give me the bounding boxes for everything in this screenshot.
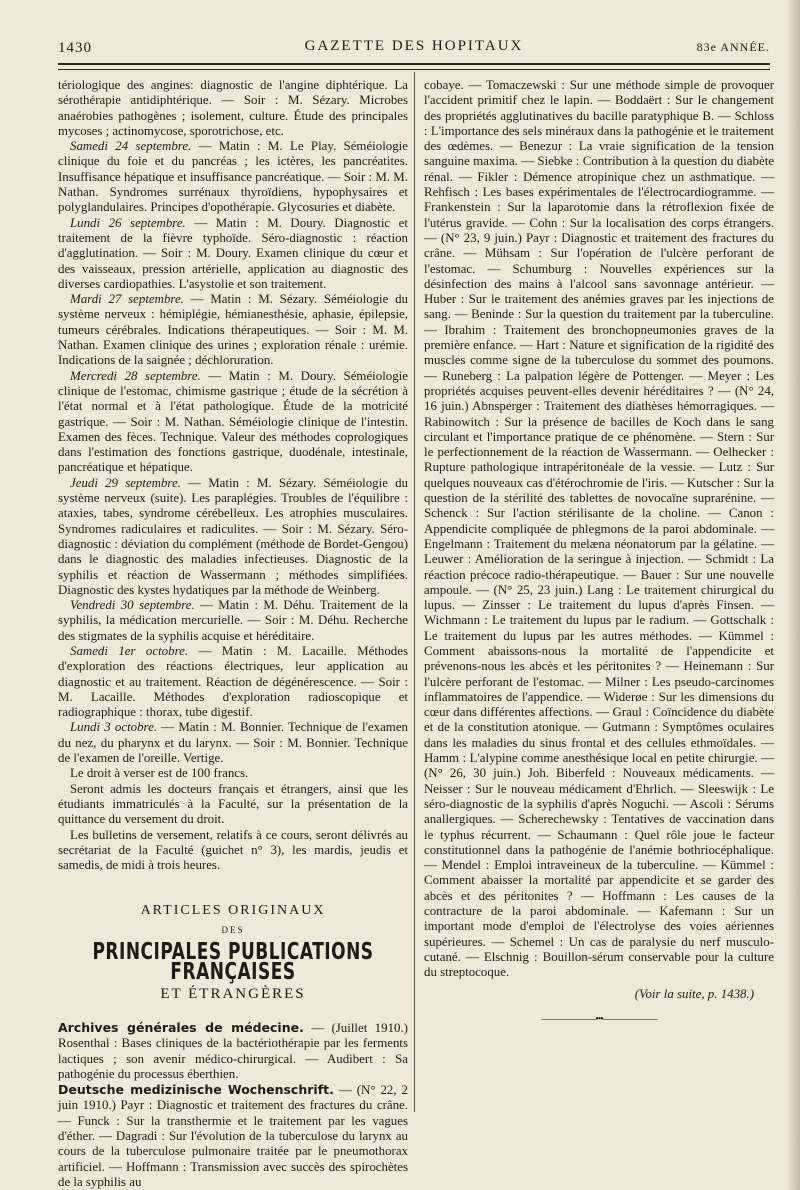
journal-entry-text: — (N° 22, 2 juin 1910.) Payr : Diagnostic et traitement des fractures du crâne. — Funck : Sur la transthermie et le traitement par les vagues d'éther. — Dagradi : Sur l'évolution de la tuberculose du larynx au cours de la tuberculose pulmonaire traitée par le pneumothorax artificiel. — Hoffmann : Transmission avec succès des spirochètes de la syphilis au [58, 1083, 408, 1189]
schedule-date: Lundi 3 octobre. [70, 720, 158, 735]
section-heading: ARTICLES ORIGINAUX [140, 903, 326, 919]
journal-entry [58, 1020, 408, 1082]
schedule-text: — Matin : M. Doury. Séméiologie clinique de l'estomac, chimisme gastrique ; étude de la sécrétion à l'état normal et à l'état pathologique. Étude de la motricité gastrique. — Soir : M. Nathan. Séméiologie clinique de l'intestin. Examen des fèces. Technique. Valeur des méthodes coprologiques dans l'estimation des fonctions gastrique, duodénale, intestinale, pancréatique et hépatique. [58, 368, 408, 475]
journal-entry-text: — (Juillet 1910.) Rosenthal : Bases cliniques de la bactériothérapie par les ferments lactiques ; son avenir médico-chirurgical. — Audibert : Sa pathogénie du processus éberthien. [58, 1020, 408, 1081]
journal-name: Deutsche medizinische Wochenschrift. [58, 1082, 334, 1098]
paragraph: Le droit à verser est de 100 francs. [70, 766, 249, 781]
schedule-entry [58, 720, 408, 766]
schedule-entry [58, 369, 408, 476]
end-ornament: ——————•••—————— [541, 1013, 657, 1025]
schedule-date: Vendredi 30 septembre. [70, 598, 195, 613]
schedule-date: Mercredi 28 septembre. [70, 368, 201, 383]
page-header [58, 38, 770, 60]
schedule-entry [58, 476, 408, 598]
schedule-entry [58, 292, 408, 368]
schedule-text: — Matin : M. Sézary. Séméiologie du système nerveux : hémiplégie, hémianesthésie, aphasie, épilepsie, tumeurs cérébrales. Indications thérapeutiques. — Soir : M. M. Nathan. Examen clinique des urines ; exploration rénale : urémie. Indications de la saignée ; déchloruration. [58, 292, 409, 368]
journal-name: Archives générales de médecine. [58, 1019, 304, 1035]
schedule-date: Mardi 27 septembre. [70, 292, 184, 307]
paragraph: tériologique des angines: diagnostic de l'angine diphtérique. La sérothérapie antidiphtérique. — Soir : M. Sézary. Microbes anaérobies pathogènes ; isolement, culture. Étude des principales mycoses ; actinomycose, sporotrichose, etc. [58, 78, 408, 138]
header-rule [58, 63, 770, 70]
schedule-text: — Matin : M. Sézary. Séméiologie du système nerveux (suite). Les paraplégies. Troubles de l'équilibre : ataxies, tabes, syndrome cérébelleux. Les atrophies musculaires. Syndromes radiculaires et radiculites. — Soir : M. Sézary. Séro-diagnostic : déviation du complément (méthode de Bordet-Gengou) dans le diagnostic des maladies infectieuses. Diagnostic de la syphilis et réaction de Wassermann ; méthodes simplifiées. Diagnostic des kystes hydatiques par la méthode de Weinberg. [58, 475, 408, 597]
column-divider [414, 72, 415, 1112]
schedule-text: — Matin : M. Le Play. Séméiologie clinique du foie et du pancréas ; les ictères, les pancréatites. Insuffisance hépatique et insuffisance pancréatique. — Soir : M. M. Nathan. Syndromes surrénaux thyroïdiens, hypophysaires et polyglandulaires. Principes d'opothérapie. Glycosuries et diabète. [58, 139, 408, 215]
schedule-entry [58, 644, 408, 720]
page-edge-shadow [786, 0, 800, 1190]
schedule-text: — Matin : M. Doury. Diagnostic et traitement de la fièvre typhoïde. Séro-diagnostic : réaction d'agglutination. — Soir : M. Doury. Examen clinique du cœur et des vaisseaux, pression artérielle, application au diagnostic des diverses cardiopathies. L'asystolie et son traitement. [58, 215, 408, 291]
journal-title: GAZETTE DES HOPITAUX [304, 38, 524, 54]
schedule-date: Samedi 1er octobre. [70, 643, 189, 658]
schedule-entry [58, 139, 408, 215]
schedule-date: Lundi 26 septembre. [70, 215, 186, 230]
schedule-date: Samedi 24 septembre. [70, 139, 192, 154]
section-title: PRINCIPALES PUBLICATIONS FRANÇAISES [92, 938, 374, 987]
journal-entry-continued: cobaye. — Tomaczewski : Sur une méthode simple de provoquer l'accident primitif chez le lapin. — Boddaërt : Sur le changement des propriétés agglutinatives du bacille paratyphique B. — Schloss : L'importance des sels minéraux dans la pathogénie et le traitement des œdèmes. — Benezur : La vraie signification de la tension sanguine maxima. — Siebke : Contribution à la question du diabète rénal. — Fikler : Démence atropinique chez un asthmatique. — Rehfisch : Les bases expérimentales de l'électrocardiogramme. — Frankenstein : Sur la laparotomie dans la rétroflexion fixée de l'utérus gravide. — Cohn : Sur la localisation des corps étrangers. — (N° 23, 9 juin.) Payr : Diagnostic et traitement des fractures du crâne. — Mühsam : Sur l'opération de l'ulcère perforant de l'estomac. — Schumburg : Nouvelles expériences sur la désinfection des mains à l'alcool sans savonnage antérieur. — Huber : Sur le traitement des anémies graves par les injections de sang. — Beninde : Sur la question du traitement par la tuberculine. — Ibrahim : Traitement des bronchopneumonies graves de la première enfance. — Hart : Nature et signification de la rigidité des muscles comme signe de la tuberculose du sommet des poumons. — Runeberg : La palpation légère de Pottenger. — Meyer : Les propriétés acquises peuvent-elles devenir héréditaires ? — (N° 24, 16 juin.) Abnsperger : Traitement des diathèses hémorragiques. — Rabinowitch : Sur la présence de bacilles de Koch dans le sang circulant et l'importance pratique de ce phénomène. — Stern : Sur le perfectionnement de la réaction de Wassermann. — Oelhecker : Rupture pathologique intrapéritonéale de la vessie. — Lutz : Sur quelques nouveaux cas d'étérochromie de l'iris. — Kutscher : Sur la question de la stérilité des tablettes de novocaïne suprarénine. — Schenck : Sur l'action stérilisante de la choline. — Canon : Appendicite compliquée de phlegmons de la paroi abdominale. — Engelmann : Traitement du melæna néonatorum par la gélatine. — Leuwer : Amélioration de la seringue à injection. — Schmidt : La réaction précoce radio-thérapeutique. — Bauer : Sur une nouvelle ampoule. — (N° 25, 23 juin.) Lang : Le traitement chirurgical du lupus. — Zinsser : Le traitement du lupus d'après Finsen. — Wichmann : Le traitement du lupus par le radium. — Gottschalk : Le traitement du lupus par les autres méthodes. — Kümmel : Comment abaissons-nous la mortalité de l'appendicite et prévenons-nous les abcès et les péritonites ? — Heinemann : Sur l'ulcère perforant de l'estomac. — Milner : Les pseudo-carcinomes inflammatoires de l'appendice. — Widerøe : Sur les dimensions du cœur dans différentes affections. — Graul : Coïncidence du diabète et de la constitution atonique. — Gutmann : Symptômes oculaires dans les maladies du sinus frontal et des cellules ethmoïdales. — Hamm : L'alypine comme anesthésique local en petite chirurgie. — (N° 26, 30 juin.) Joh. Biberfeld : Nouveaux médicaments. — Neisser : Sur le nouveau médicament d'Ehrlich. — Sleeswijk : Le séro-diagnostic de la syphilis d'après Noguchi. — Ascoli : Sérums anallergiques. — Scherechewsky : Tentatives de vaccination dans le typhus récurrent. — Schaumann : Quel rôle joue le facteur constitutionnel dans la pathogénie de l'anémie bothriocéphalique. — Mendel : Emploi intraveineux de la tuberculine. — Kümmel : Comment abaisser la mortalité par appendicite et se garder des abcès et des péritonites ? — Hoffmann : Les causes de la contracture de la paroi abdominale. — Kafemann : Sur un important mode d'emploi de l'électrolyse des voies aériennes supérieures. — Schemel : Un cas de paralysie du nerf musculo-cutané. — Elschnig : Bouillon-sérum conservable pour la culture du streptocoque. [424, 78, 774, 980]
right-column [424, 78, 774, 1027]
journal-entry [58, 1082, 408, 1190]
section-subtitle: ET ÉTRANGÈRES [160, 985, 306, 1002]
volume-year: 83e ANNÉE. [696, 40, 770, 54]
paragraph: Seront admis les docteurs français et étrangers, ainsi que les étudiants immatriculés à la Faculté, sur la présentation de la quittance du versement du droit. [58, 781, 408, 827]
left-column [58, 78, 408, 1190]
continued-note: (Voir la suite, p. 1438.) [634, 986, 754, 1001]
schedule-entry [58, 216, 408, 292]
page-number: 1430 [58, 40, 92, 56]
schedule-text: — Matin : M. Bonnier. Technique de l'examen du nez, du pharynx et du larynx. — Soir : M. Bonnier. Technique de l'examen de l'oreille. Vertige. [58, 720, 408, 766]
paragraph: Les bulletins de versement, relatifs à ce cours, seront délivrés au secrétariat de la Faculté (guichet n° 3), les mardis, jeudis et samedis, de midi à trois heures. [58, 827, 408, 873]
schedule-entry [58, 598, 408, 644]
schedule-date: Jeudi 29 septembre. [70, 475, 181, 490]
schedule-text: — Matin : M. Lacaille. Méthodes d'exploration des réactions électriques, leur application au diagnostic et au traitement. Réaction de dégénérescence. — Soir : M. Lacaille. Méthodes d'exploration radioscopique et radiographique : thorax, tube digestif. [58, 643, 408, 720]
schedule-text: — Matin : M. Déhu. Traitement de la syphilis, la médication mercurielle. — Soir : M. Déhu. Recherche des stigmates de la syphilis acquise et héréditaire. [58, 598, 408, 643]
section-heading-connector: DES [221, 924, 245, 935]
